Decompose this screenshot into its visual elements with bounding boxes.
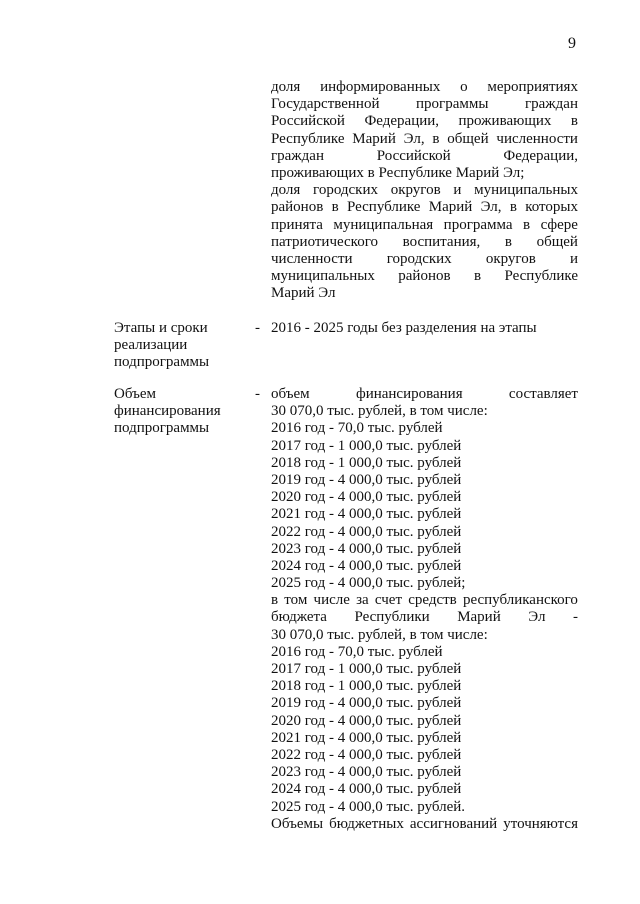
financing-text — [271, 386, 578, 833]
text-line — [271, 217, 578, 234]
text-line: 2017 год - 1 000,0 тыс. рублей — [271, 661, 462, 677]
text-word: Федерации, — [503, 147, 578, 164]
text-line: 30 070,0 тыс. рублей, в том числе: — [271, 626, 488, 643]
text-word: Марий — [457, 609, 501, 626]
label-line: подпрограммы — [114, 420, 210, 437]
text-word: Эл — [528, 609, 546, 626]
text-word: которых — [525, 199, 578, 216]
text-word: воспитания, — [402, 233, 481, 250]
label-line: реализации — [114, 337, 188, 354]
text-word: численности — [271, 250, 353, 267]
text-word: сфере — [540, 216, 578, 233]
text-word: Марий — [428, 199, 473, 216]
text-line: 2023 год - 4 000,0 тыс. рублей — [271, 540, 462, 557]
text-line: 2020 год - 4 000,0 тыс. рублей — [271, 489, 462, 506]
text-word: том — [284, 592, 308, 609]
text-word: числе — [313, 592, 350, 609]
text-word: уточняются — [503, 815, 578, 832]
text-word: муниципальных — [271, 268, 375, 285]
text-line — [271, 268, 578, 285]
text-line: Марий Эл — [271, 285, 336, 302]
text-line: 2018 год - 1 000,0 тыс. рублей — [271, 678, 462, 695]
text-line — [271, 131, 578, 148]
text-word: за — [356, 592, 369, 609]
text-line — [271, 113, 578, 130]
text-line: 2023 год - 4 000,0 тыс. рублей — [271, 764, 462, 781]
text-word: - — [572, 609, 578, 626]
text-word: объем — [271, 386, 310, 402]
text-line: 30 070,0 тыс. рублей, в том числе: — [271, 403, 488, 420]
text-word: ассигнований — [409, 815, 498, 832]
label-line: финансирования — [114, 403, 221, 420]
text-word: программа — [443, 216, 513, 233]
text-word: доля — [271, 79, 301, 95]
text-word: численности — [496, 130, 578, 147]
text-word: программы — [416, 96, 489, 113]
text-word: в — [331, 199, 339, 216]
text-word: в — [504, 233, 512, 250]
text-line: 2020 год - 4 000,0 тыс. рублей — [271, 712, 462, 729]
text-line — [271, 182, 578, 199]
text-word: муниципальных — [474, 182, 578, 199]
text-line: 2025 год - 4 000,0 тыс. рублей; — [271, 575, 466, 592]
text-word: Федерации, — [364, 113, 440, 130]
text-word: районов — [271, 199, 324, 216]
text-word: районов — [398, 268, 451, 285]
text-line — [271, 609, 578, 626]
text-word: и — [569, 250, 578, 267]
text-word: финансирования — [355, 386, 463, 402]
stages-text — [271, 320, 578, 337]
text-word: и — [453, 182, 462, 199]
stages-dash: - — [255, 320, 260, 336]
text-word: проживающих — [458, 113, 552, 130]
financing-label — [114, 386, 254, 438]
text-line: 2016 год - 70,0 тыс. рублей — [271, 643, 443, 660]
text-line: 2022 год - 4 000,0 тыс. рублей — [271, 746, 462, 763]
text-line — [271, 816, 578, 833]
text-word: в — [271, 592, 279, 609]
text-line: 2018 год - 1 000,0 тыс. рублей — [271, 454, 462, 471]
financing-dash: - — [255, 386, 260, 402]
text-word: Объемы — [271, 815, 324, 832]
text-word: бюджетных — [329, 815, 404, 832]
text-word: в — [570, 113, 578, 130]
text-word: в — [523, 216, 531, 233]
text-word: мероприятиях — [487, 79, 578, 95]
text-word: городских — [386, 250, 452, 267]
text-word: округов — [390, 182, 441, 199]
text-word: Республике — [271, 130, 345, 147]
text-word: Эл, — [480, 199, 502, 216]
text-word: округов — [485, 250, 536, 267]
text-word: граждан — [271, 147, 324, 164]
text-word: Государственной — [271, 96, 380, 113]
text-word: Марий — [352, 130, 396, 147]
text-line: 2019 год - 4 000,0 тыс. рублей — [271, 695, 462, 712]
stages-label — [114, 320, 254, 372]
text-word: муниципальная — [333, 216, 434, 233]
label-line: подпрограммы — [114, 354, 210, 371]
text-word: бюджета — [271, 609, 327, 626]
text-line — [271, 79, 578, 96]
text-line: 2019 год - 4 000,0 тыс. рублей — [271, 471, 462, 488]
text-word: Российской — [376, 147, 451, 164]
text-line — [271, 234, 578, 251]
text-word: средств — [408, 592, 457, 609]
text-word: в — [509, 199, 517, 216]
text-word: информированных — [320, 79, 441, 95]
text-word: Эл, — [403, 130, 425, 147]
text-line: 2016 год - 70,0 тыс. рублей — [271, 420, 443, 437]
text-line: проживающих в Республике Марий Эл; — [271, 164, 525, 181]
label-line: Этапы и сроки — [114, 320, 208, 336]
text-word: Республики — [354, 609, 430, 626]
text-word: Республике — [346, 199, 421, 216]
text-word: доля — [271, 182, 301, 199]
text-word: общей — [536, 233, 578, 250]
text-line: 2024 год - 4 000,0 тыс. рублей — [271, 557, 462, 574]
text-line — [271, 148, 578, 165]
text-line: 2025 год - 4 000,0 тыс. рублей. — [271, 798, 466, 815]
text-word: граждан — [524, 96, 578, 113]
text-word: составляет — [508, 386, 578, 402]
text-line: 2022 год - 4 000,0 тыс. рублей — [271, 523, 462, 540]
text-line — [271, 592, 578, 609]
text-line: 2021 год - 4 000,0 тыс. рублей — [271, 729, 462, 746]
text-line — [271, 251, 578, 268]
text-word: принята — [271, 216, 323, 233]
text-line: 2021 год - 4 000,0 тыс. рублей — [271, 506, 462, 523]
page-number: 9 — [568, 35, 576, 52]
text-line: 2024 год - 4 000,0 тыс. рублей — [271, 781, 462, 798]
text-word: патриотического — [271, 233, 378, 250]
text-line: 2017 год - 1 000,0 тыс. рублей — [271, 437, 462, 454]
text-word: о — [460, 79, 468, 95]
text-line — [271, 96, 578, 113]
text-word: городских — [313, 182, 378, 199]
text-line: 2016 - 2025 годы без разделения на этапы — [271, 320, 537, 336]
label-line: Объем — [114, 386, 156, 402]
text-word: республиканского — [462, 592, 578, 609]
text-word: Республике — [504, 268, 578, 285]
indicators-continuation-text — [271, 79, 578, 302]
text-word: счет — [374, 592, 403, 609]
text-word: в — [432, 130, 440, 147]
text-line — [271, 199, 578, 216]
text-word: в — [473, 268, 482, 285]
text-word: общей — [447, 130, 489, 147]
text-word: Российской — [271, 113, 345, 130]
text-line — [271, 386, 578, 403]
